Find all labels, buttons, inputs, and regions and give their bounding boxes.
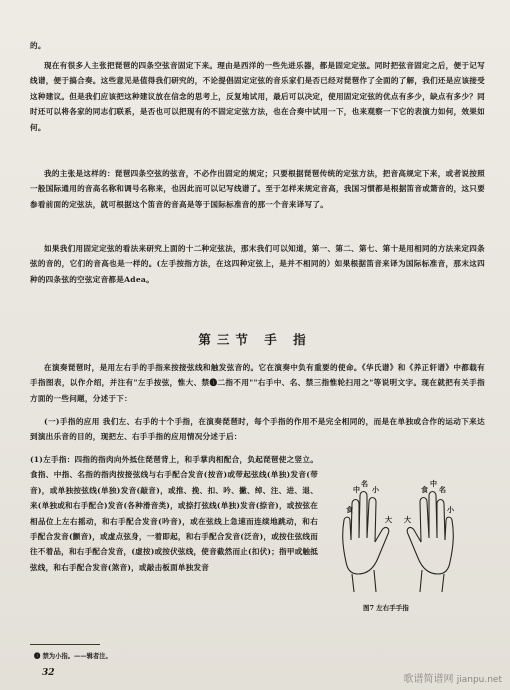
paragraph-3: 如果我们用固定定弦的看法来研究上面的十二种定弦法，那末我们可以知道，第一、第二、第七、第十是用相同的方法来定四条弦的音的，它们的音高也是一样的。(左手按指方法，在这四种定弦上，是并不相同的）如果根据笛音来译为国际标准音，那末这四种的四条弦的空弦定音都是Adea。 — [30, 244, 485, 284]
label-right-index: 食 — [421, 485, 428, 494]
label-right-little: 小 — [447, 505, 454, 514]
subheading-finger-usage: (一)手指的应用 我们左、右手的十个手指，在演奏琵琶时，每个手指的作用不是完全相同的，而是在单独或合作的运动下来达到演出乐音的目的，现把左、右手手指的应用情况分述于后： — [30, 417, 485, 442]
page-number: 32 — [42, 668, 55, 678]
label-left-index: 食 — [346, 505, 353, 514]
section-title: 第三节 手 指 — [198, 332, 312, 347]
label-right-ring: 名 — [439, 485, 446, 494]
left-hand-text: (1)左手指：四指的指肉向外抵住琵琶背上，和手掌肉相配合，负起琵琶使之竖立。食指、中指、名指的指肉按接弦线与右手配合发音(按音)或带起弦线(单独)发音(带音)，或单独按弦线(单独)发音(敲音)，或推、挽、扣、吟、撇、绰、注、进、退、来(单独或和右手配合)发音(各种滑音类)，或捺打弦线(单独)发音(捺音)，或按弦在相品位上左右摇动，和右手配合发音(吟音)，或在弦线上急速而连续地跳动，和右手配合发音(颤音)，或虚点弦身，一着即起，和右手配合发音(泛音)，或按住弦线而往不着品，和右手配合发音，(虚按)或按伏弦线，使音截然而止(扣伏)；指甲或触抵弦线，和右手配合发音(煞音)，或敲击板面单独发音 — [30, 455, 318, 572]
paragraph-2: 我的主张是这样的：琵琶四条空弦的弦音，不必作出固定的规定；只要根据琵琶传统的定弦方法，把音高规定下来，或者说按照一般国际通用的音高名称和调号名称来，也因此而可以记写线谱了。至于怎样来规定音高，我国习惯都是根据笛音或箫音的，这只要参看前面的定弦法，就可根据这个笛音的音高是等于国际标准音的那一个音来译写了。 — [30, 169, 485, 209]
paragraph-1: 现在有很多人主张把琵琶的四条空弦音固定下来。理由是西洋的一些先进乐器，都是固定定弦。同时把弦音固定之后，便于记写线谱，便于搞合奏。这些意见是值得我们研究的，不论提倡固定定弦的音乐家们是否已经对琵琶作了全面的了解，我们还是应该接受这种建议。但是我们应该把这种建议放在信念的思考上，反复地试用，最后可以决定，使用固定定弦的优点有多少，缺点有多少？同时还可以将各家的同志们联系，是否也可以把现有的不固定定弦方法，也在合奏中试用一下，也来观察一下它的表演力如何，效果如何。 — [30, 61, 485, 132]
label-left-little: 小 — [372, 485, 379, 494]
footnote-rule — [30, 644, 100, 645]
hands-illustration — [328, 474, 468, 598]
top-fragment: 的。 — [30, 41, 46, 50]
label-left-thumb: 大 — [385, 515, 392, 524]
watermark-cn: 歌谱简谱网 — [403, 674, 454, 685]
watermark — [404, 670, 502, 685]
label-left-ring: 名 — [361, 479, 368, 488]
label-left-middle: 中 — [353, 485, 360, 494]
figure-caption: 图7 左右手手指 — [363, 604, 409, 612]
footnote: ❶ 禁为小指。——辑者注。 — [34, 653, 112, 660]
paragraph-4: 在演奏琵琶时，是用左右手的手指来按接弦线和触发弦音的。它在演奏中负有重要的使命。《华氏谱》和《养正轩谱》中都载有手指图表，以作介绍，并注有"左手按弦，惟大、禁❶二指不用""右手中、名、禁三指惟轮扫用之"等说明文字。现在就把有关手指方面的一些问题，分述于下： — [30, 363, 485, 403]
label-right-middle: 中 — [430, 479, 437, 488]
watermark-latin: jianpu.net — [456, 675, 502, 685]
hands-figure — [328, 474, 468, 598]
label-right-thumb: 大 — [404, 515, 411, 524]
